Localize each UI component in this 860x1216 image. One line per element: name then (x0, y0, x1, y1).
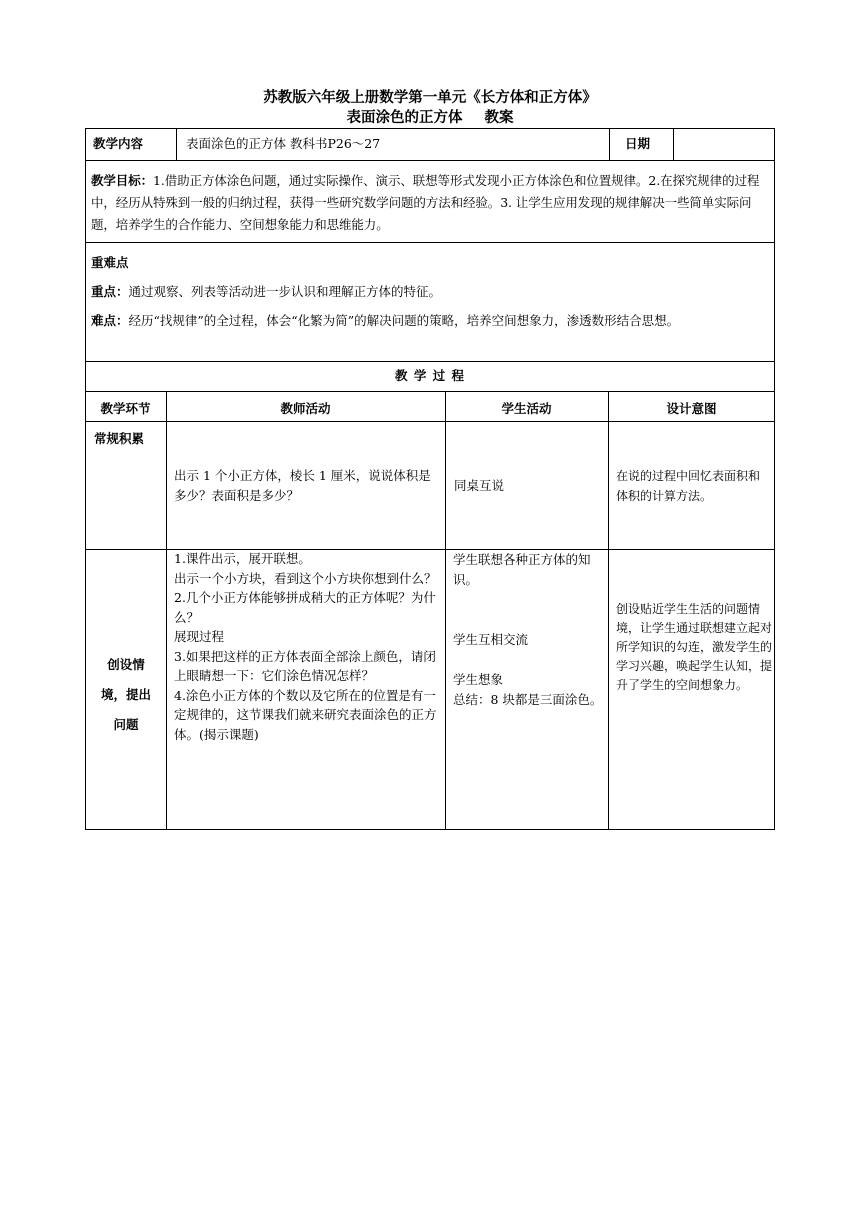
row-divider (85, 160, 775, 161)
teacher-step: 3.如果把这样的正方体表面全部涂上颜色，请闭上眼睛想一下：它们涂色情况怎样？ (174, 648, 436, 683)
col-divider (673, 128, 674, 160)
intent-situation: 创设贴近学生生活的问题情境，让学生通过联想建立起对所学知识的勾连，激发学生的学习兴趣，唤起学生认知，提升了学生的空间想象力。 (616, 602, 773, 692)
student-activity-situation (453, 550, 605, 710)
teacher-step: 4.涂色小正方体的个数以及它所在的位置是有一定规律的，这节课我们就来研究表面涂色的正方体。(揭示课题) (174, 687, 437, 742)
key-point (91, 282, 771, 302)
document-subtitle (0, 106, 860, 127)
student-step: 学生互相交流 (453, 632, 529, 647)
col-divider (166, 391, 167, 830)
document-title (0, 86, 860, 107)
row-divider (85, 361, 775, 362)
difficult-text: 经历“找规律”的全过程，体会“化繁为简”的解决问题的策略，培养空间想象力，渗透数形结合思想。 (128, 313, 680, 328)
teacher-step: 出示一个小方块，看到这个小方块你想到什么？ (174, 570, 437, 586)
date-label: 日期 (625, 136, 651, 151)
col-divider (176, 128, 177, 160)
content-value: 表面涂色的正方体 教科书P26～27 (186, 136, 381, 151)
stage-routine: 常规积累 (94, 431, 145, 446)
student-step: 学生联想各种正方体的知识。 (453, 552, 591, 587)
col-divider (608, 391, 609, 830)
objectives-label: 教学目标： (91, 173, 154, 188)
title-line-2-type: 教案 (484, 110, 514, 126)
stage-situation: 创设情境，提出问题 (100, 657, 151, 732)
key-points-heading: 重难点 (91, 255, 129, 270)
key-label: 重点： (91, 284, 129, 299)
difficult-label: 难点： (91, 313, 129, 328)
header-intent: 设计意图 (666, 401, 717, 416)
row-divider (85, 421, 775, 422)
intent-routine: 在说的过程中回忆表面积和体积的计算方法。 (616, 469, 761, 503)
row-divider (85, 391, 775, 392)
col-divider (445, 391, 446, 830)
student-activity-routine: 同桌互说 (454, 478, 505, 493)
row-divider (85, 242, 775, 243)
difficult-point (91, 310, 771, 332)
col-divider (609, 128, 610, 160)
objectives-cell (91, 170, 771, 236)
student-step: 总结：8 块都是三面涂色。 (453, 692, 603, 707)
key-text: 通过观察、列表等活动进一步认识和理解正方体的特征。 (128, 284, 442, 299)
teacher-activity-situation (174, 549, 440, 744)
teacher-step: 展现过程 (174, 629, 225, 644)
title-line-2-topic: 表面涂色的正方体 (346, 110, 463, 126)
header-teacher: 教师活动 (280, 401, 331, 416)
title-line-1: 苏教版六年级上册数学第一单元《长方体和正方体》 (263, 90, 597, 106)
teacher-activity-routine: 出示 1 个小正方体，棱长 1 厘米，说说体积是多少？表面积是多少？ (174, 468, 431, 503)
teacher-step: 1.课件出示，展开联想。 (174, 551, 311, 566)
objectives-text: 1.借助正方体涂色问题，通过实际操作、演示、联想等形式发现小正方体涂色和位置规律。2.在探究规律的过程中，经历从特殊到一般的归纳过程，获得一些研究数学问题的方法和经验。3. 让学生应用发现的规律解决一些简单实际问题，培养学生的合作能力、空间想象能力和思维能力。 (91, 173, 760, 232)
header-stage: 教学环节 (100, 401, 151, 416)
lesson-plan-table (85, 128, 775, 830)
process-heading: 教 学 过 程 (394, 368, 466, 383)
content-label: 教学内容 (93, 136, 144, 151)
teacher-step: 2.几个小正方体能够拼成稍大的正方体呢？为什么？ (174, 590, 436, 625)
header-student: 学生活动 (501, 401, 552, 416)
student-step: 学生想象 (453, 672, 504, 687)
